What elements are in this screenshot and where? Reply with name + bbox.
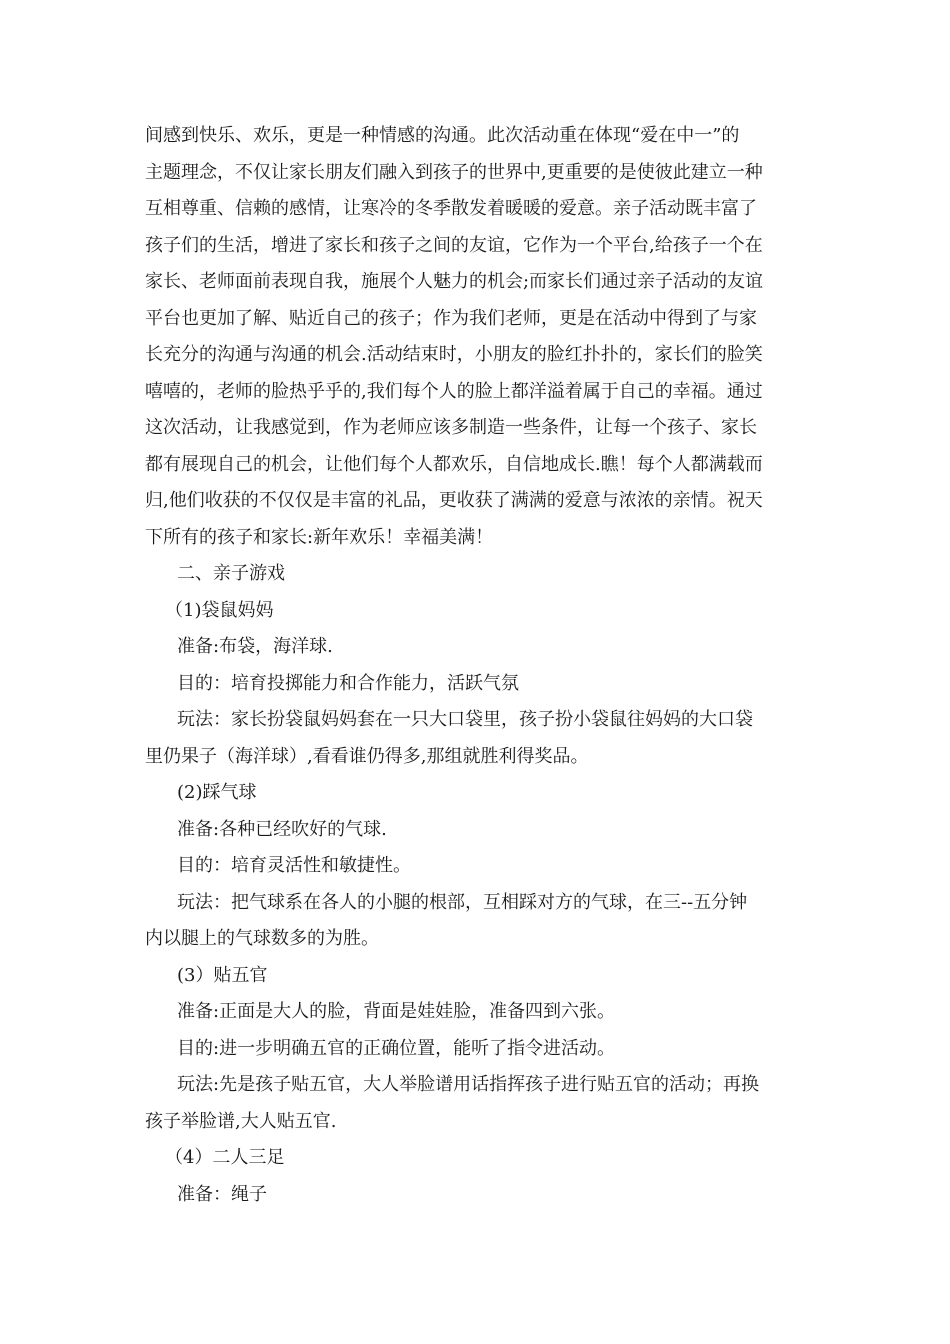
rules-line: 里仍果子（海洋球）,看看谁仍得多,那组就胜利得奖品。 <box>145 745 589 767</box>
rules-line: 玩法:先是孩子贴五官，大人举脸谱用话指挥孩子进行贴五官的活动；再换 <box>177 1074 760 1095</box>
paragraph-line: 互相尊重、信赖的感情，让寒冷的冬季散发着暖暖的爱意。亲子活动既丰富了 <box>145 198 757 219</box>
game-title: （4）二人三足 <box>165 1147 285 1168</box>
paragraph-line: 归,他们收获的不仅仅是丰富的礼品，更收获了满满的爱意与浓浓的亲情。祝天 <box>145 490 763 511</box>
paragraph-line: 长充分的沟通与沟通的机会.活动结束时，小朋友的脸红扑扑的，家长们的脸笑 <box>145 344 763 365</box>
game-title: （1)袋鼠妈妈 <box>165 599 274 621</box>
game-goal: 目的:进一步明确五官的正确位置，能听了指令进活动。 <box>177 1037 616 1059</box>
section-heading: 二、亲子游戏 <box>177 563 285 584</box>
game-goal: 目的：培育灵活性和敏捷性。 <box>177 855 411 876</box>
intro-paragraph <box>145 118 810 556</box>
game-title: (2)踩气球 <box>177 782 257 803</box>
game-prep: 准备：绳子 <box>177 1183 267 1205</box>
game-rules <box>145 885 810 958</box>
paragraph-line: 嘻嘻的，老师的脸热乎乎的,我们每个人的脸上都洋溢着属于自己的幸福。通过 <box>145 380 763 402</box>
game-rules <box>145 1067 810 1140</box>
rules-line: 玩法：把气球系在各人的小腿的根部，互相踩对方的气球，在三--五分钟 <box>177 891 748 913</box>
game-prep: 准备:正面是大人的脸，背面是娃娃脸，准备四到六张。 <box>177 1001 616 1022</box>
rules-line: 玩法：家长扮袋鼠妈妈套在一只大口袋里，孩子扮小袋鼠往妈妈的大口袋 <box>177 709 753 730</box>
paragraph-line: 都有展现自己的机会，让他们每个人都欢乐，自信地成长.瞧！每个人都满载而 <box>145 453 763 475</box>
paragraph-line: 平台也更加了解、贴近自己的孩子；作为我们老师，更是在活动中得到了与家 <box>145 307 757 329</box>
paragraph-line: 这次活动，让我感觉到，作为老师应该多制造一些条件，让每一个孩子、家长 <box>145 417 757 438</box>
paragraph-line: 家长、老师面前表现自我，施展个人魅力的机会;而家长们通过亲子活动的友谊 <box>145 271 764 292</box>
paragraph-line: 下所有的孩子和家长:新年欢乐！幸福美满！ <box>145 526 494 548</box>
game-goal: 目的：培育投掷能力和合作能力，活跃气氛 <box>177 672 519 694</box>
document-body <box>145 118 810 1213</box>
game-title: (3）贴五官 <box>177 964 268 986</box>
rules-line: 孩子举脸谱,大人贴五官. <box>145 1110 337 1132</box>
game-prep: 准备:各种已经吹好的气球. <box>177 818 387 840</box>
rules-line: 内以腿上的气球数多的为胜。 <box>145 928 379 949</box>
game-rules <box>145 702 810 775</box>
paragraph-line: 主题理念，不仅让家长朋友们融入到孩子的世界中,更重要的是使彼此建立一种 <box>145 161 763 183</box>
game-prep: 准备:布袋，海洋球. <box>177 636 333 657</box>
paragraph-line: 间感到快乐、欢乐，更是一种情感的沟通。此次活动重在体现“爱在中一”的 <box>145 125 740 146</box>
paragraph-line: 孩子们的生活，增进了家长和孩子之间的友谊，它作为一个平台,给孩子一个在 <box>145 234 763 256</box>
